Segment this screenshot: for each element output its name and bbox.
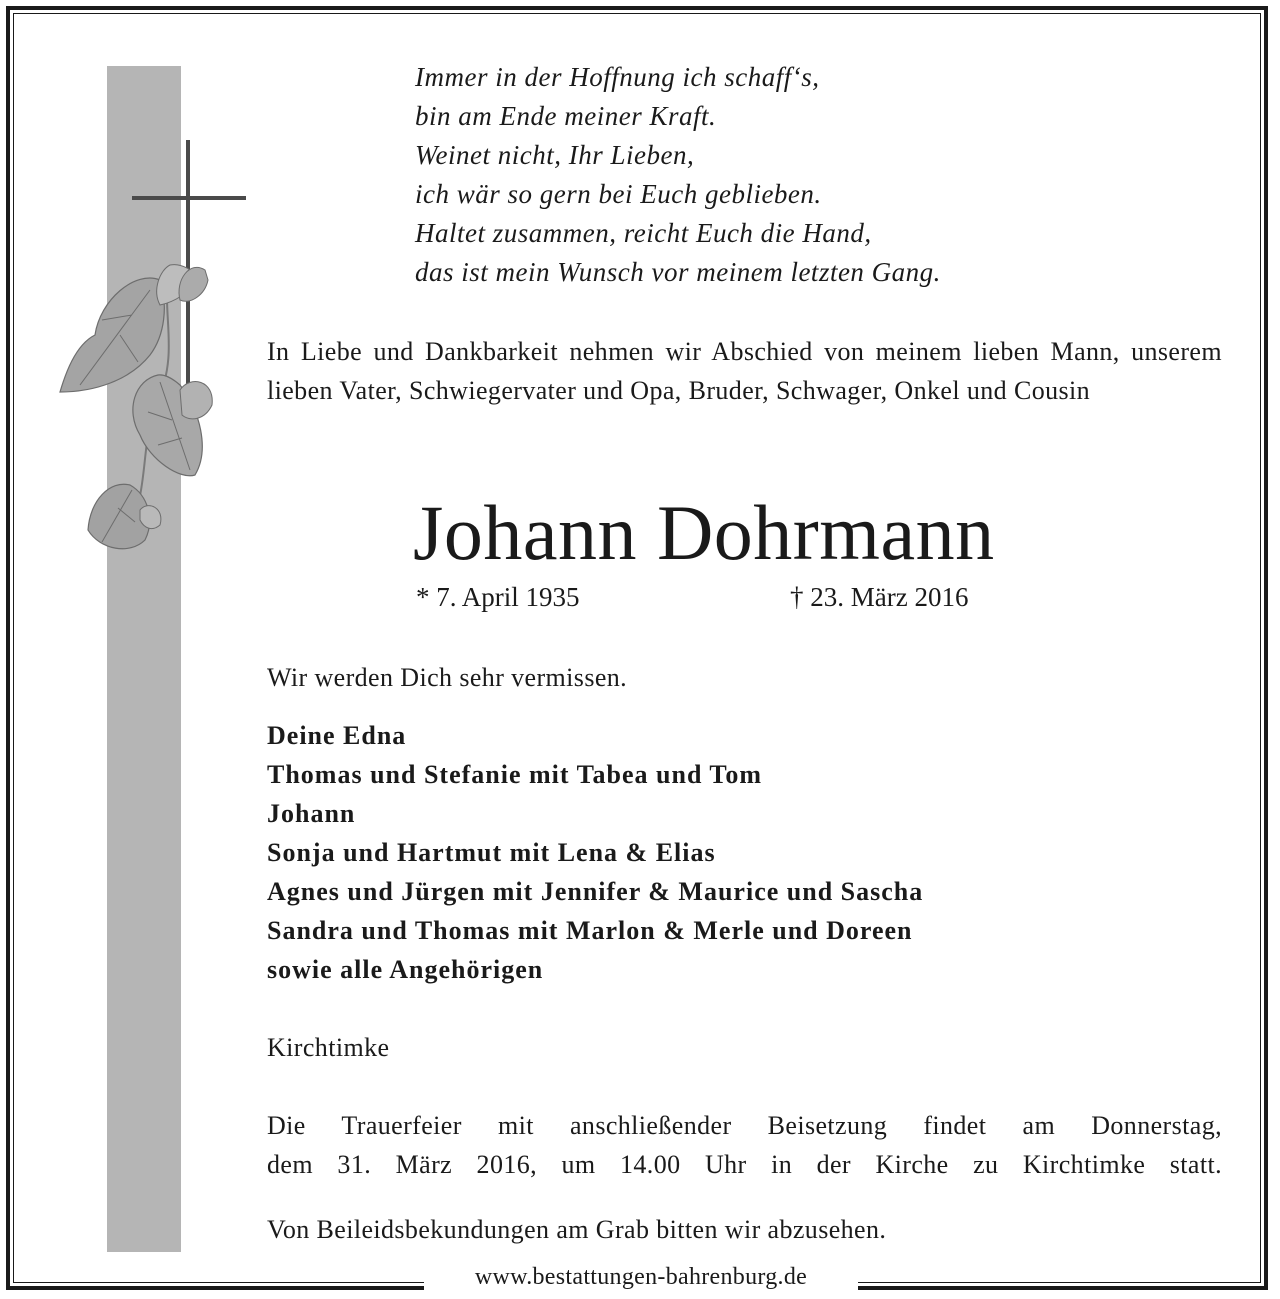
death-date: † 23. März 2016 — [790, 582, 969, 612]
service-line: dem 31. März 2016, um 14.00 Uhr in der Kirche zu Kirchtimke statt. — [267, 1150, 1222, 1179]
poem-line: Weinet nicht, Ihr Lieben, — [415, 140, 695, 170]
family-member: Deine Edna — [267, 721, 407, 750]
family-member: Sonja und Hartmut mit Lena & Elias — [267, 838, 716, 867]
deceased-name: Johann Dohrmann — [413, 489, 995, 576]
intro-text: In Liebe und Dankbarkeit nehmen wir Abschied von meinem lieben Mann, unserem lieben Vater, Schwiegervater und Opa, Bruder, Schwager, Onkel und Cousin — [267, 337, 1222, 405]
service-info — [267, 1106, 1222, 1184]
poem-line: das ist mein Wunsch vor meinem letzten Gang. — [415, 257, 941, 287]
farewell-text: Wir werden Dich sehr vermissen. — [267, 663, 628, 692]
poem-line: bin am Ende meiner Kraft. — [415, 101, 717, 131]
family-member: Agnes und Jürgen mit Jennifer & Maurice und Sascha — [267, 877, 924, 906]
condolence-note: Von Beileidsbekundungen am Grab bitten wir abzusehen. — [267, 1215, 887, 1244]
family-member: sowie alle Angehörigen — [267, 955, 544, 984]
family-member: Thomas und Stefanie mit Tabea und Tom — [267, 760, 763, 789]
family-member: Sandra und Thomas mit Marlon & Merle und Doreen — [267, 916, 913, 945]
poem-line: Haltet zusammen, reicht Euch die Hand, — [415, 218, 872, 248]
poem-line: Immer in der Hoffnung ich schaff‘s, — [415, 62, 820, 92]
family-list — [267, 716, 923, 989]
poem-line: ich wär so gern bei Euch geblieben. — [415, 179, 822, 209]
ivy-leaves-icon — [40, 130, 260, 560]
footer-url[interactable]: www.bestattungen-bahrenburg.de — [474, 1264, 808, 1290]
poem — [415, 58, 941, 292]
place-name: Kirchtimke — [267, 1033, 390, 1062]
family-member: Johann — [267, 799, 356, 828]
birth-date: * 7. April 1935 — [416, 582, 580, 612]
service-line: Die Trauerfeier mit anschließender Beisetzung findet am Donnerstag, — [267, 1111, 1222, 1140]
